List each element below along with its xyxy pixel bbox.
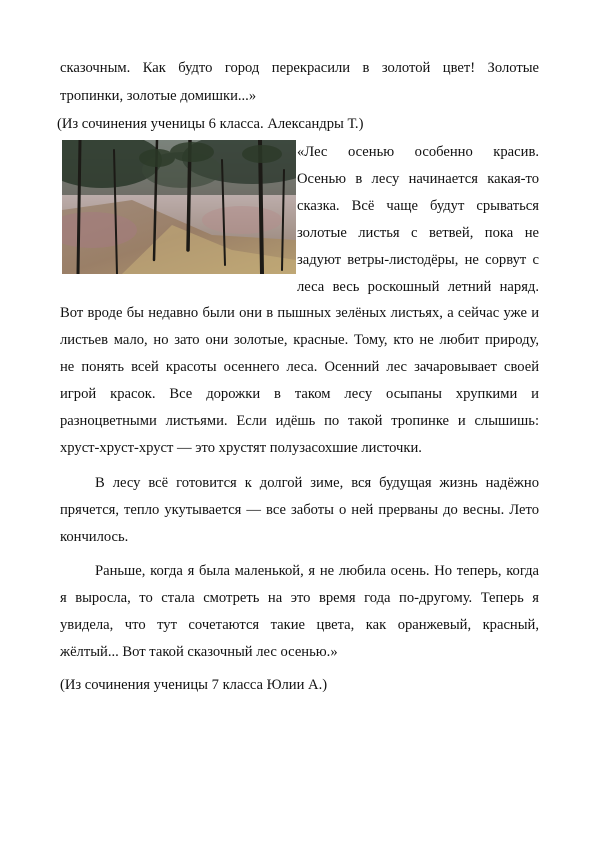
text-line: кончилось. bbox=[60, 529, 129, 545]
text-line: Осенью в лесу начинается какая-то bbox=[297, 171, 539, 187]
text-line: листьев мало, но зато они золотые, красные. Тому, кто не любит природу, bbox=[60, 332, 539, 348]
autumn-forest-photo bbox=[62, 140, 296, 274]
text-line: разноцветными листьями. Если идёшь по такой тропинке и слышишь: bbox=[60, 413, 539, 429]
text-line: сказка. Всё чаще будут срываться bbox=[297, 198, 539, 214]
text-line: «Лес осенью особенно красив. bbox=[297, 144, 539, 160]
source-note: (Из сочинения ученицы 6 класса. Александры Т.) bbox=[57, 116, 364, 132]
forest-image-icon bbox=[62, 140, 296, 274]
text-line: увидела, что тут сочетаются такие цвета, как оранжевый, красный, bbox=[60, 617, 539, 633]
text-line: леса весь роскошный летний наряд. bbox=[297, 279, 539, 295]
text-line: не понять всей красоты осеннего леса. Осенний лес зачаровывает своей bbox=[60, 359, 539, 375]
paragraph-first-line: Раньше, когда я была маленькой, я не любила осень. Но теперь, когда bbox=[95, 563, 539, 579]
text-line: хруст-хруст-хруст — это хрустят полузасохшие листочки. bbox=[60, 440, 422, 456]
text-line: сказочным. Как будто город перекрасили в золотой цвет! Золотые bbox=[60, 60, 539, 76]
text-line: тропинки, золотые домишки...» bbox=[60, 88, 257, 104]
text-line: Вот вроде бы недавно были они в пышных зелёных листьях, а сейчас уже и bbox=[60, 305, 539, 321]
text-line: золотые листья с ветвей, пока не bbox=[297, 225, 539, 241]
text-line: задуют ветры-листодёры, не сорвут с bbox=[297, 252, 539, 268]
text-line: жёлтый... Вот такой сказочный лес осенью.» bbox=[60, 644, 338, 660]
text-line: игрой красок. Все дорожки в таком лесу осыпаны хрупкими и bbox=[60, 386, 539, 402]
text-line: прячется, тепло укутывается — все заботы о ней прерваны до весны. Лето bbox=[60, 502, 539, 518]
paragraph-first-line: В лесу всё готовится к долгой зиме, вся будущая жизнь надёжно bbox=[95, 475, 539, 491]
text-line: я выросла, то стала смотреть на это время года по-другому. Теперь я bbox=[60, 590, 539, 606]
source-note: (Из сочинения ученицы 7 класса Юлии А.) bbox=[60, 677, 328, 693]
